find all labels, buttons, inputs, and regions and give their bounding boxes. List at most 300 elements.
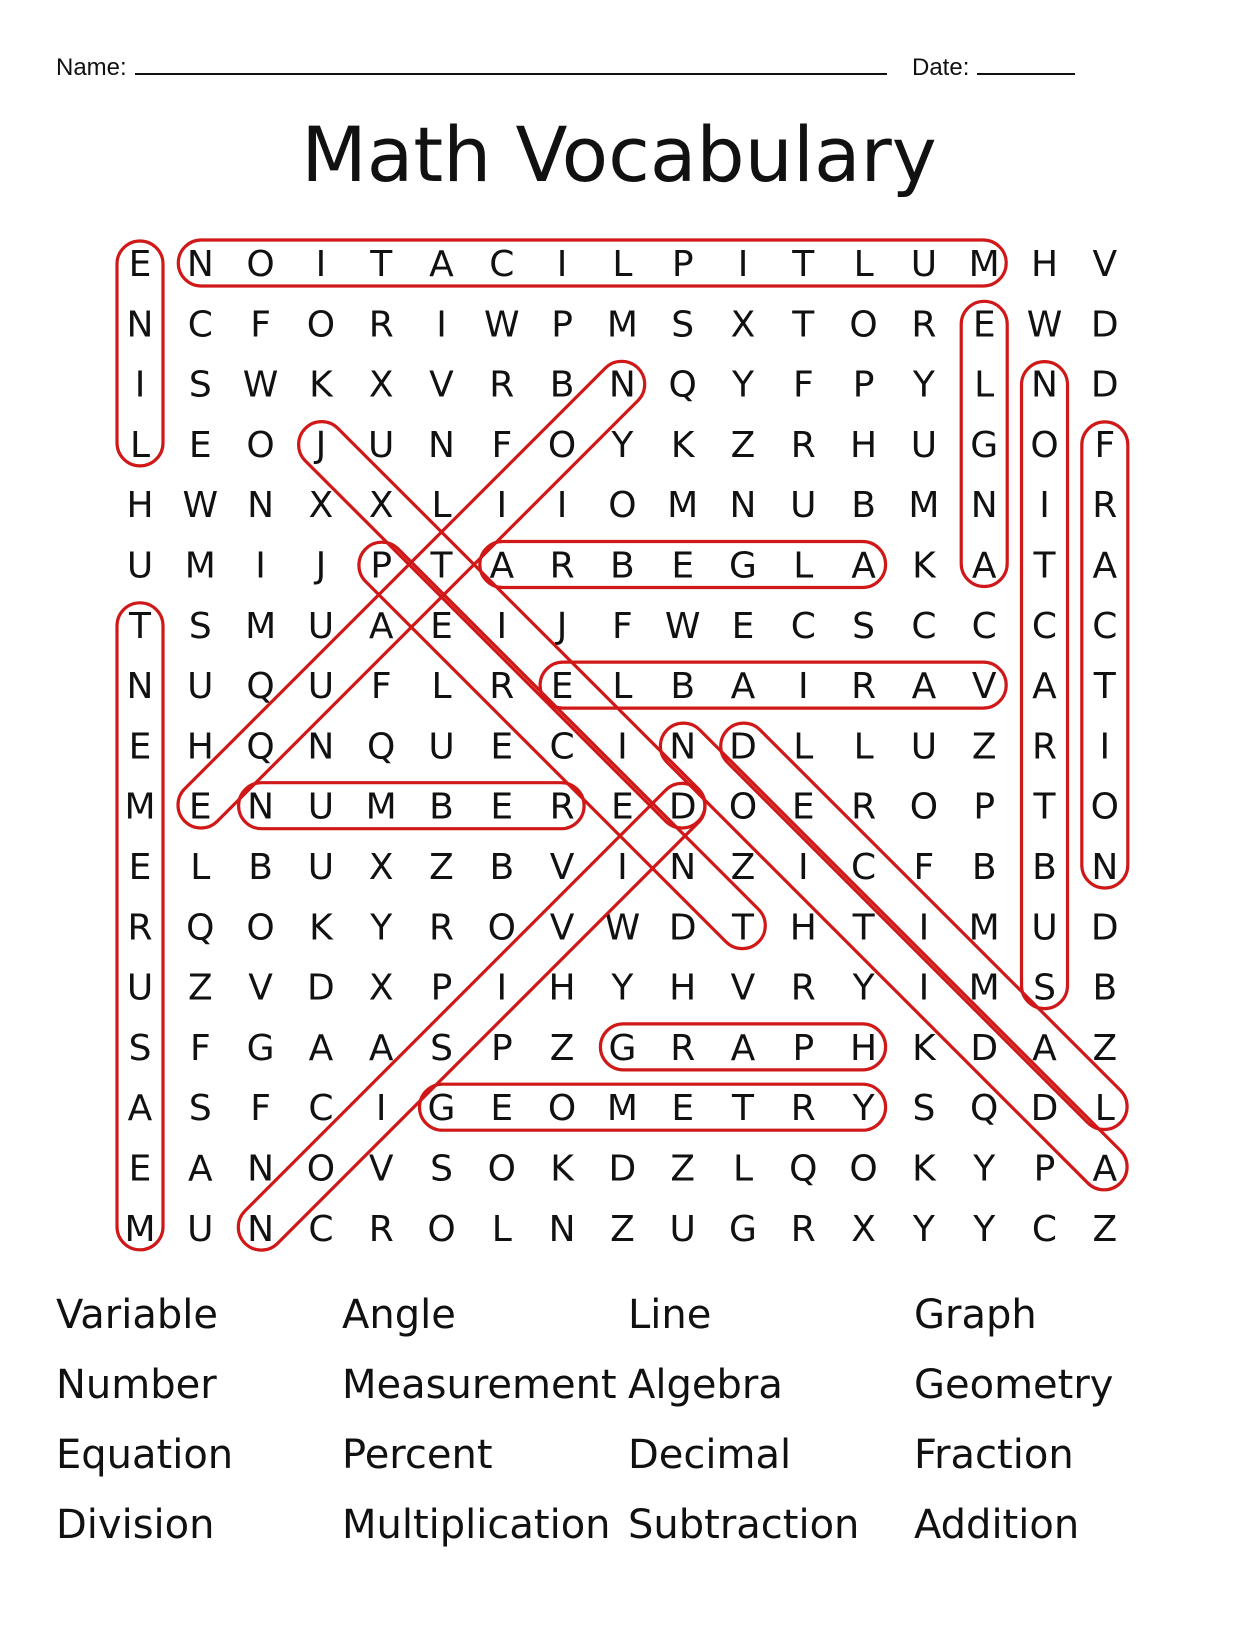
grid-letter: E [188, 424, 212, 466]
grid-letter: L [1094, 1088, 1115, 1130]
grid-letter: C [549, 726, 575, 768]
grid-letter: B [851, 485, 876, 527]
grid-letter: M [124, 1208, 156, 1250]
grid-letter: M [606, 304, 638, 346]
grid-letter: T [792, 244, 815, 285]
grid-letter: L [974, 364, 995, 406]
grid-letter: Y [912, 364, 935, 406]
grid-letter: G [246, 1027, 275, 1069]
word-list-item: Graph [914, 1292, 1037, 1338]
grid-letter: F [189, 1027, 211, 1069]
grid-letter: N [669, 726, 697, 768]
grid-letter: V [730, 967, 756, 1009]
grid-letter: H [548, 967, 576, 1009]
grid-letter: B [248, 847, 273, 888]
grid-letter: I [1099, 726, 1111, 768]
grid-letter: U [428, 726, 455, 768]
grid-letter: O [547, 1088, 577, 1130]
grid-letter: S [852, 605, 876, 647]
grid-letter: U [1031, 907, 1058, 949]
grid-letter: Q [246, 666, 275, 708]
grid-letter: P [1033, 1148, 1056, 1190]
grid-letter: X [308, 485, 334, 527]
grid-letter: V [429, 364, 454, 406]
grid-letter: X [851, 1208, 876, 1250]
grid-letter: I [918, 967, 930, 1009]
grid-letter: L [190, 847, 211, 888]
grid-letter: K [309, 364, 333, 406]
grid-letter: U [307, 786, 335, 828]
grid-letter: T [1093, 666, 1116, 708]
grid-letter: Y [852, 967, 875, 1009]
grid-letter: A [911, 666, 937, 708]
found-word-loop [229, 774, 715, 1260]
grid-letter: K [912, 545, 936, 587]
grid-letter: H [1030, 244, 1059, 285]
grid-letter: P [430, 967, 453, 1009]
grid-letter: R [790, 424, 816, 466]
grid-letter: I [375, 1088, 387, 1130]
word-list-item: Angle [342, 1292, 456, 1338]
grid-letter: E [188, 786, 212, 828]
grid-letter: C [187, 304, 213, 346]
word-list-item: Fraction [914, 1432, 1074, 1478]
grid-letter: U [126, 967, 154, 1009]
grid-letter: W [182, 485, 219, 527]
grid-letter: B [549, 364, 575, 406]
grid-letter: V [549, 907, 575, 949]
grid-letter: O [547, 424, 577, 466]
grid-letter: J [556, 605, 568, 647]
grid-letter: A [1092, 545, 1118, 587]
grid-letter: N [126, 666, 154, 708]
grid-letter: M [968, 244, 1000, 285]
grid-letter: R [489, 364, 515, 406]
grid-letter: B [489, 847, 515, 888]
grid-letter: I [1039, 485, 1050, 527]
grid-letter: E [972, 304, 996, 346]
grid-letter: V [971, 666, 997, 708]
grid-letter: Y [611, 424, 634, 466]
grid-letter: U [910, 424, 938, 466]
grid-letter: Q [789, 1148, 818, 1190]
grid-letter: I [918, 907, 930, 949]
grid-letter: D [1030, 1088, 1059, 1130]
grid-letter: I [315, 244, 327, 285]
grid-letter: D [668, 786, 697, 828]
grid-letter: A [971, 545, 997, 587]
grid-letter: M [667, 485, 699, 527]
grid-letter: R [790, 967, 816, 1009]
grid-letter: C [1031, 1208, 1058, 1250]
grid-letter: W [1026, 304, 1063, 346]
grid-letter: A [851, 545, 876, 587]
grid-letter: X [368, 485, 394, 527]
grid-letter: N [428, 424, 455, 466]
grid-letter: Z [1092, 1027, 1118, 1069]
grid-letter: O [487, 1148, 516, 1190]
grid-letter: X [368, 967, 394, 1009]
grid-letter: R [368, 1208, 394, 1250]
grid-letter: A [368, 605, 394, 647]
word-list-item: Line [628, 1292, 712, 1338]
word-list-item: Division [56, 1502, 215, 1548]
grid-letter: I [737, 244, 749, 285]
grid-letter: I [556, 244, 568, 285]
grid-letter: X [368, 847, 394, 888]
grid-letter: L [732, 1148, 754, 1190]
grid-letter: D [729, 726, 757, 768]
grid-letter: P [490, 1027, 513, 1069]
found-word-loop [651, 714, 1137, 1200]
grid-letter: P [671, 244, 694, 285]
grid-letter: T [370, 244, 393, 285]
grid-letter: C [1092, 605, 1118, 647]
grid-letter: U [669, 1208, 696, 1250]
grid-letter: J [315, 545, 327, 587]
grid-letter: T [129, 605, 151, 647]
grid-letter: E [550, 666, 574, 708]
grid-letter: N [608, 364, 636, 406]
grid-letter: U [790, 485, 817, 527]
grid-letter: L [612, 666, 633, 708]
grid-letter: Q [668, 364, 697, 406]
grid-letter: M [365, 786, 397, 828]
grid-letter: N [247, 1208, 275, 1250]
grid-letter: F [913, 847, 935, 888]
grid-letter: Z [971, 726, 997, 768]
grid-letter: G [729, 1208, 757, 1250]
grid-letter: V [549, 847, 575, 888]
grid-letter: I [797, 666, 809, 708]
grid-letter: U [187, 1208, 214, 1250]
grid-letter: L [793, 726, 814, 768]
grid-letter: W [664, 605, 701, 647]
grid-letter: O [306, 1148, 336, 1190]
grid-letter: R [1092, 485, 1118, 527]
grid-letter: Q [367, 726, 396, 768]
grid-letter: A [368, 1027, 394, 1069]
grid-letter: I [496, 485, 508, 527]
grid-letter: L [612, 244, 633, 285]
grid-letter: C [489, 244, 515, 285]
grid-letter: N [247, 1148, 275, 1190]
grid-letter: M [606, 1088, 638, 1130]
grid-letter: G [729, 545, 757, 587]
grid-letter: H [850, 424, 878, 466]
grid-letter: U [307, 666, 335, 708]
grid-letter: R [368, 304, 394, 346]
grid-letter: C [308, 1088, 334, 1130]
grid-letter: M [968, 967, 1000, 1009]
grid-letter: R [1031, 726, 1058, 768]
grid-letter: J [315, 424, 327, 466]
grid-letter: R [851, 666, 877, 708]
grid-letter: F [792, 364, 814, 406]
grid-letter: K [309, 907, 333, 949]
grid-letter: T [430, 545, 453, 587]
grid-letter: U [187, 666, 214, 708]
grid-letter: T [732, 907, 754, 949]
grid-letter: V [368, 1148, 394, 1190]
grid-letter: D [970, 1027, 999, 1069]
grid-letter: O [728, 786, 758, 828]
grid-letter: C [790, 605, 816, 647]
grid-letter: I [496, 605, 508, 647]
grid-letter: X [368, 364, 394, 406]
grid-letter: U [910, 244, 938, 285]
grid-letter: S [188, 364, 212, 406]
grid-letter: P [852, 364, 875, 406]
grid-letter: E [128, 244, 152, 285]
grid-letter: H [126, 485, 154, 527]
grid-letter: O [246, 424, 275, 466]
grid-letter: D [1090, 304, 1119, 346]
grid-letter: D [608, 1148, 637, 1190]
grid-letter: M [908, 485, 940, 527]
grid-letter: R [851, 786, 877, 828]
grid-letter: A [1032, 1027, 1057, 1069]
grid-letter: E [791, 786, 815, 828]
grid-letters [124, 244, 1119, 1250]
grid-letter: P [370, 545, 393, 587]
name-label: Name: [56, 54, 127, 81]
word-list-item: Number [56, 1362, 217, 1408]
word-list-item: Geometry [914, 1362, 1114, 1408]
grid-letter: T [1033, 786, 1056, 828]
grid-letter: T [1033, 545, 1056, 587]
grid-letter: D [1090, 364, 1119, 406]
grid-letter: W [604, 907, 641, 949]
grid-letter: Y [852, 1088, 875, 1130]
grid-letter: C [851, 847, 877, 888]
grid-letter: B [1092, 967, 1118, 1009]
grid-letter: S [188, 1088, 212, 1130]
grid-letter: N [126, 304, 154, 346]
grid-letter: I [134, 364, 146, 406]
word-list-item: Subtraction [628, 1502, 860, 1548]
found-word-loop [168, 352, 654, 838]
grid-letter: I [255, 545, 266, 587]
grid-letter: P [973, 786, 996, 828]
word-list-item: Addition [914, 1502, 1080, 1548]
grid-letter: O [608, 485, 637, 527]
grid-letter: L [491, 1208, 512, 1250]
grid-letter: K [912, 1148, 936, 1190]
grid-letter: T [732, 1088, 754, 1130]
grid-letter: F [250, 1088, 271, 1130]
page-title: Math Vocabulary [301, 110, 937, 199]
grid-letter: M [184, 545, 216, 587]
found-word-loop [239, 783, 584, 829]
grid-letter: Q [970, 1088, 999, 1130]
grid-letter: F [1094, 424, 1116, 466]
grid-letter: R [790, 1088, 816, 1130]
grid-letter: C [911, 605, 937, 647]
grid-letter: A [127, 1088, 153, 1130]
grid-letter: O [849, 304, 878, 346]
grid-letter: L [431, 666, 452, 708]
grid-letter: R [428, 907, 455, 949]
grid-letter: N [247, 485, 275, 527]
grid-letter: E [611, 786, 634, 828]
word-list-item: Percent [342, 1432, 493, 1478]
grid-letter: I [556, 485, 568, 527]
grid-letter: B [610, 545, 635, 587]
grid-letter: Z [187, 967, 213, 1009]
grid-letter: N [186, 244, 214, 285]
grid-letter: W [242, 364, 279, 406]
grid-letter: V [248, 967, 273, 1009]
grid-letter: Z [1092, 1208, 1118, 1250]
grid-letter: U [126, 545, 154, 587]
grid-letter: O [849, 1148, 878, 1190]
grid-letter: X [730, 304, 756, 346]
date-label: Date: [912, 54, 970, 81]
grid-letter: S [430, 1027, 453, 1069]
grid-letter: F [250, 304, 271, 346]
grid-letter: R [911, 304, 937, 346]
grid-letter: O [246, 907, 275, 949]
grid-letter: F [612, 605, 633, 647]
grid-letter: N [307, 726, 335, 768]
grid-letter: O [1030, 424, 1059, 466]
grid-letter: Z [730, 424, 756, 466]
word-list-item: Variable [56, 1292, 218, 1338]
grid-letter: U [307, 847, 335, 888]
grid-letter: A [1092, 1148, 1118, 1190]
grid-letter: L [129, 424, 151, 466]
grid-letter: E [128, 1148, 152, 1190]
grid-letter: I [436, 304, 447, 346]
grid-letter: R [549, 786, 575, 828]
grid-letter: A [730, 666, 756, 708]
grid-letter: Y [611, 967, 634, 1009]
grid-letter: I [617, 847, 628, 888]
grid-letter: N [1091, 847, 1119, 888]
grid-letter: Z [610, 1208, 635, 1250]
grid-letter: B [429, 786, 454, 828]
grid-letter: Z [549, 1027, 575, 1069]
grid-letter: O [246, 244, 275, 285]
grid-letter: B [971, 847, 997, 888]
grid-letter: Y [912, 1208, 935, 1250]
grid-letter: L [853, 726, 874, 768]
grid-letter: O [909, 786, 939, 828]
grid-letter: D [668, 907, 697, 949]
grid-letter: Q [186, 907, 215, 949]
grid-letter: M [968, 907, 1000, 949]
grid-letter: R [670, 1027, 696, 1069]
grid-letter: U [910, 726, 938, 768]
grid-letter: A [1032, 666, 1057, 708]
grid-letter: K [550, 1148, 574, 1190]
word-list-item: Algebra [628, 1362, 783, 1408]
grid-letter: W [483, 304, 520, 346]
grid-letter: I [496, 967, 508, 1009]
grid-letter: O [306, 304, 336, 346]
grid-letter: T [792, 304, 815, 346]
word-list-item: Multiplication [342, 1502, 611, 1548]
grid-letter: H [186, 726, 214, 768]
grid-letter: M [245, 605, 277, 647]
grid-letter: N [247, 786, 275, 828]
grid-letter: L [431, 485, 452, 527]
grid-letter: S [430, 1148, 453, 1190]
grid-letter: A [730, 1027, 756, 1069]
grid-letter: A [308, 1027, 334, 1069]
grid-letter: N [729, 485, 757, 527]
grid-letter: E [490, 726, 514, 768]
grid-letter: U [368, 424, 395, 466]
grid-letter: H [669, 967, 697, 1009]
word-list [56, 1292, 1200, 1572]
grid-letter: I [617, 726, 628, 768]
grid-letter: L [793, 545, 814, 587]
grid-letter: R [549, 545, 575, 587]
grid-letter: O [427, 1208, 456, 1250]
grid-letter: L [853, 244, 874, 285]
grid-letter: S [912, 1088, 936, 1130]
grid-letter: Q [246, 726, 275, 768]
grid-letter: V [1092, 244, 1118, 285]
grid-letter: E [128, 726, 152, 768]
grid-letter: Y [732, 364, 754, 406]
grid-letter: O [487, 907, 516, 949]
grid-letter: S [128, 1027, 152, 1069]
grid-letter: E [490, 1088, 514, 1130]
grid-letter: E [430, 605, 453, 647]
grid-letter: C [308, 1208, 334, 1250]
grid-letter: R [489, 666, 515, 708]
grid-letter: H [850, 1027, 878, 1069]
grid-letter: D [1090, 907, 1119, 949]
grid-letter: T [852, 907, 875, 949]
grid-letter: D [307, 967, 335, 1009]
grid-letter: S [188, 605, 212, 647]
word-list-item: Measurement [342, 1362, 617, 1408]
grid-letter: E [490, 786, 514, 828]
grid-letter: N [669, 847, 697, 888]
grid-letter: S [1033, 967, 1056, 1009]
word-list-item: Decimal [628, 1432, 792, 1478]
grid-letter: R [790, 1208, 816, 1250]
grid-letter: G [608, 1027, 637, 1069]
grid-letter: G [427, 1088, 456, 1130]
grid-letter: C [971, 605, 997, 647]
grid-letter: R [127, 907, 153, 949]
grid-letter: M [124, 786, 156, 828]
grid-letter: Y [370, 907, 393, 949]
grid-letter: U [307, 605, 335, 647]
grid-letter: P [551, 304, 573, 346]
grid-letter: N [970, 485, 998, 527]
grid-letter: Y [973, 1148, 996, 1190]
grid-letter: E [671, 545, 695, 587]
grid-letter: F [370, 666, 392, 708]
grid-letter: S [671, 304, 695, 346]
grid-letter: G [970, 424, 999, 466]
grid-letter: O [1090, 786, 1119, 828]
grid-letter: Z [730, 847, 756, 888]
found-word-loop [178, 240, 1006, 286]
grid-letter: C [1031, 605, 1058, 647]
grid-letter: Z [670, 1148, 696, 1190]
grid-letter: E [128, 847, 152, 888]
grid-letter: B [1032, 847, 1057, 888]
grid-letter: F [491, 424, 513, 466]
grid-letter: E [731, 605, 755, 647]
